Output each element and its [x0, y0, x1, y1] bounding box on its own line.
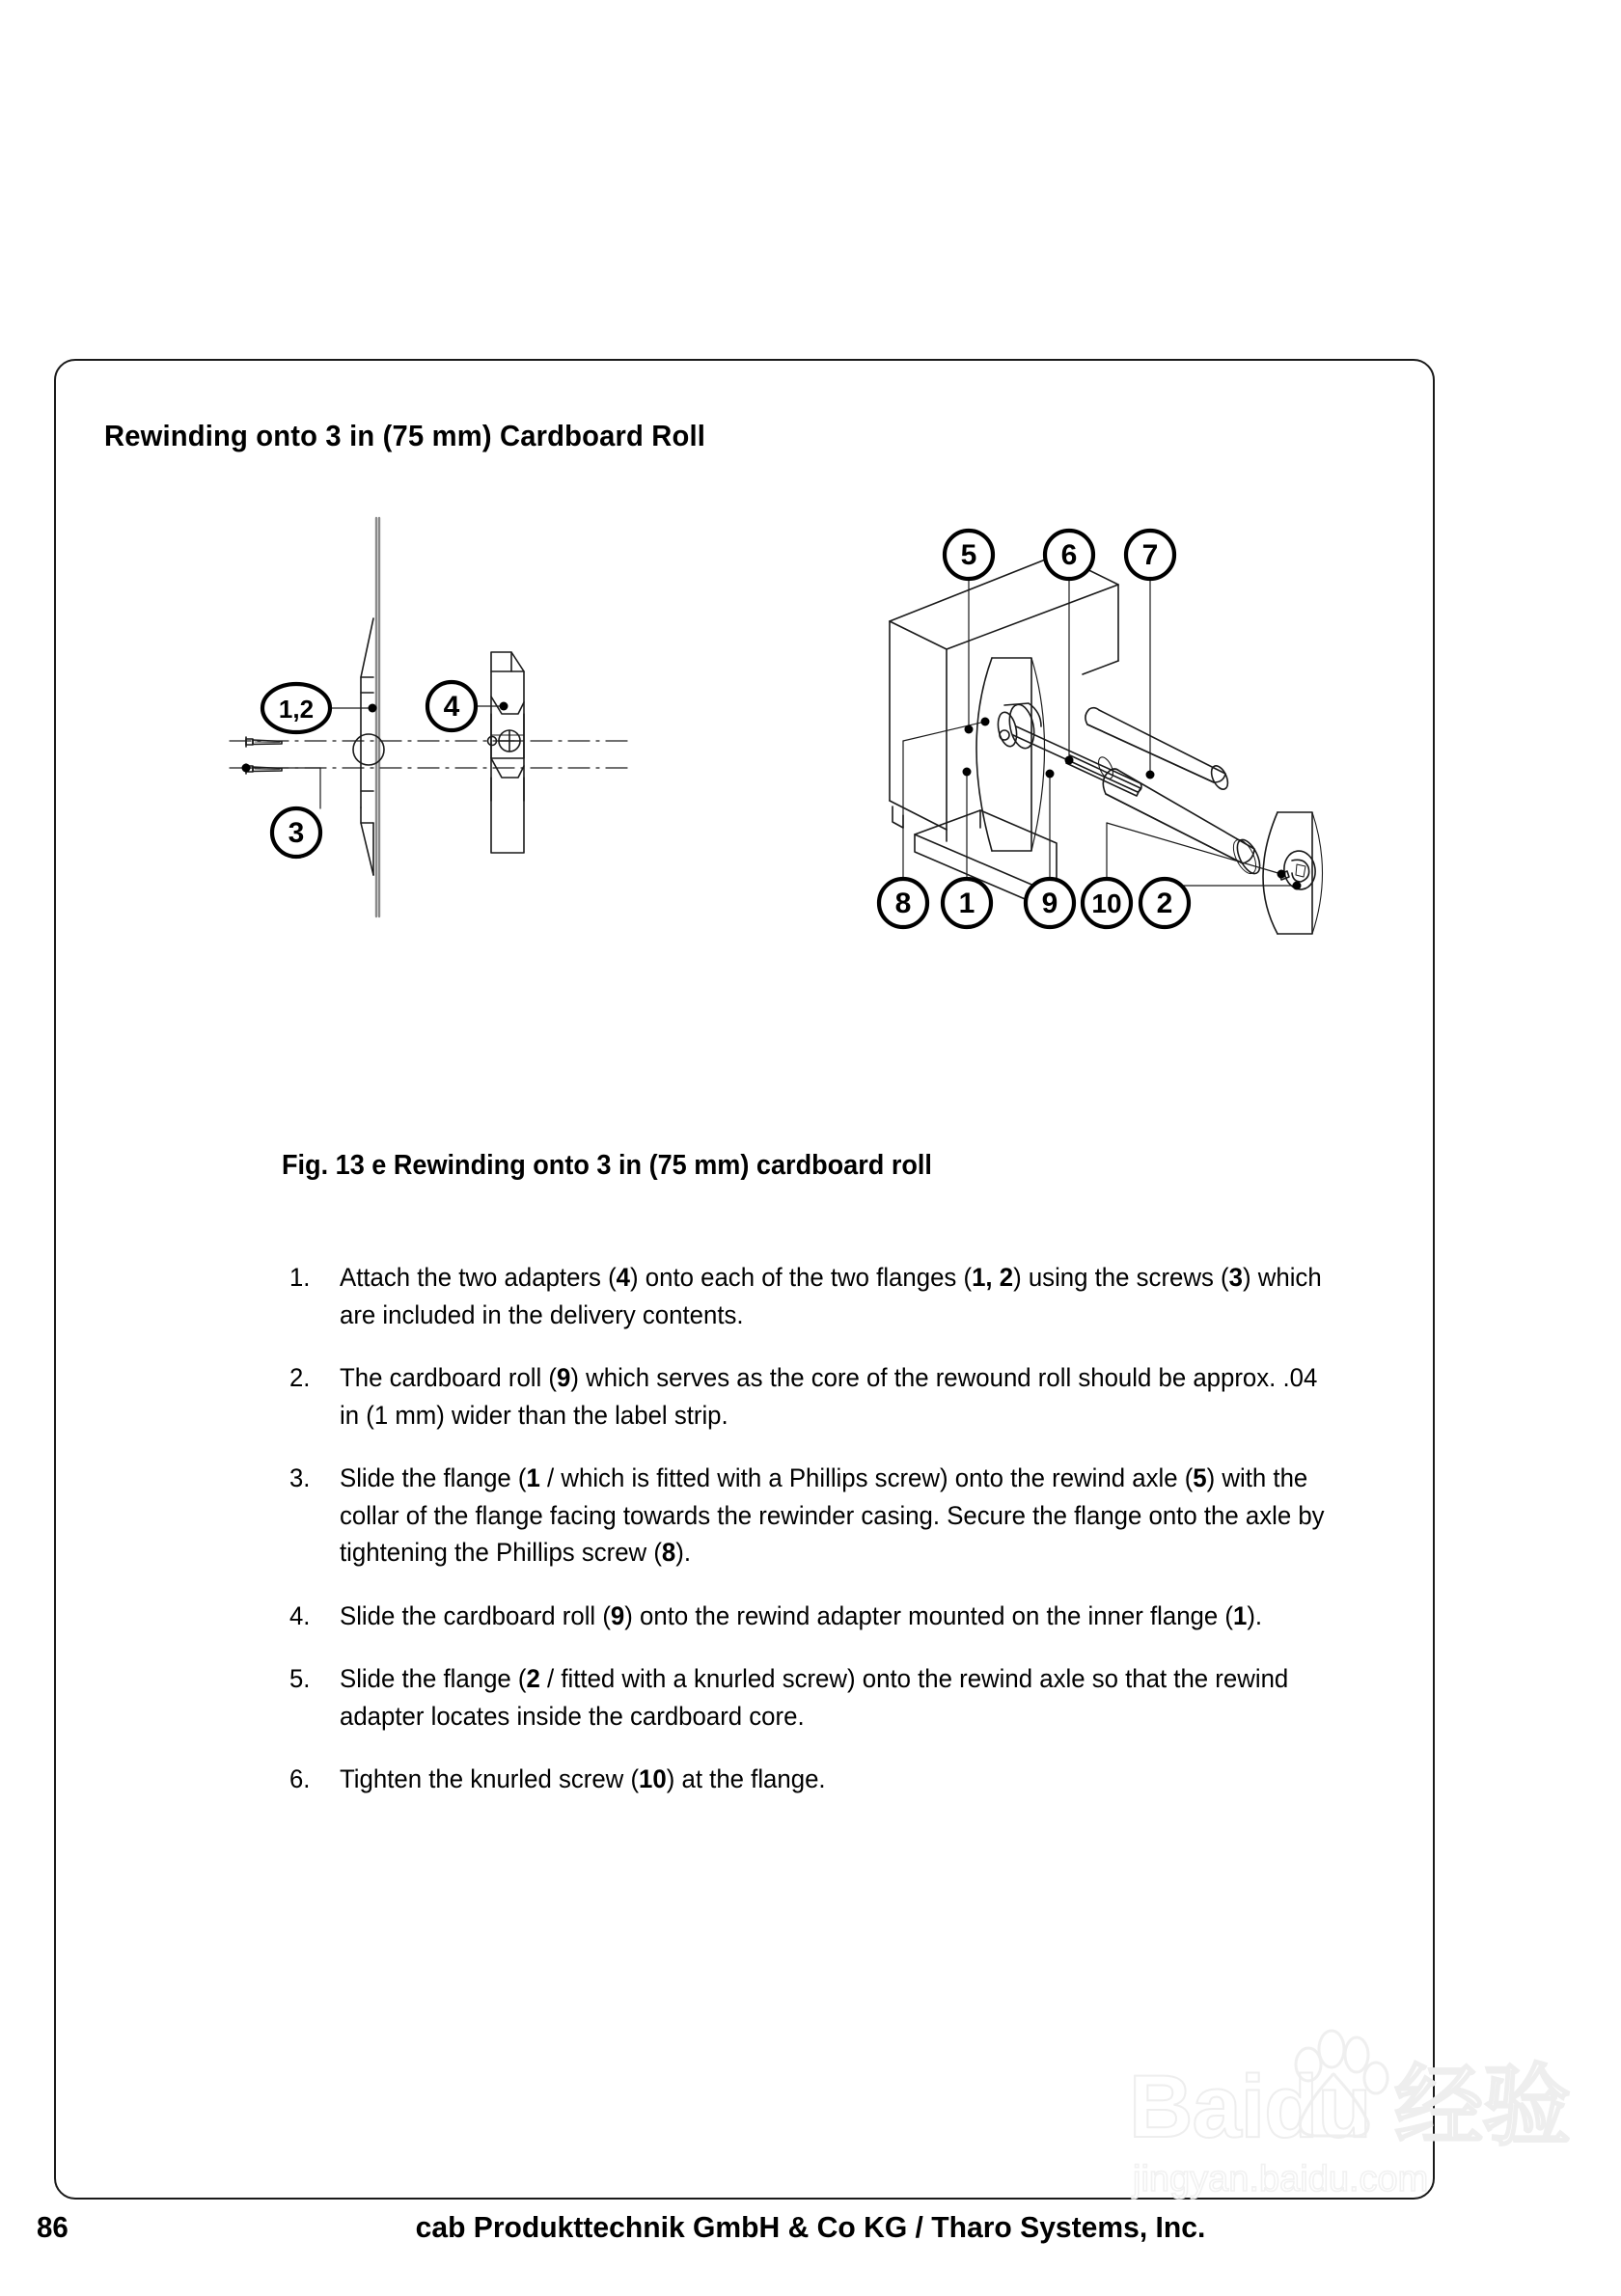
flange-disc	[353, 518, 384, 916]
callout-4	[427, 682, 476, 730]
center-axis-lines	[230, 741, 631, 768]
callout-1-2	[262, 684, 330, 732]
callout-8	[879, 879, 927, 927]
rewind-adapter	[488, 652, 525, 853]
footer-company-name: cab Produkttechnik GmbH & Co KG / Tharo Systems, Inc.	[415, 2210, 1206, 2244]
list-item-text: Slide the cardboard roll (9) onto the rewind adapter mounted on the inner flange (1).	[340, 1600, 1263, 1630]
list-item-text: Slide the flange (2 / fitted with a knurled screw) onto the rewind axle so that the rewind adapter locates inside the cardboard core.	[340, 1664, 1289, 1731]
list-item	[289, 1761, 1380, 1798]
list-item-text: Slide the flange (1 / which is fitted with a Phillips screw) onto the rewind axle (5) with the collar of the flange facing towards the rewinder casing. Secure the flange onto the axle by tightening the Phillips screw (8).	[340, 1463, 1325, 1567]
callout-1	[943, 879, 991, 927]
leader-dots	[242, 702, 1302, 890]
technical-diagram	[54, 482, 1435, 1138]
watermark-sub-text: jingyan.baidu.com	[1133, 2159, 1429, 2200]
list-item-text: Tighten the knurled screw (10) at the flange.	[340, 1764, 826, 1793]
callout-5	[945, 531, 993, 579]
callout-label: 8	[894, 888, 912, 919]
callout-label: 3	[288, 817, 305, 849]
list-item	[289, 1660, 1380, 1735]
list-item-number: 6.	[289, 1764, 311, 1793]
callout-7	[1126, 531, 1174, 579]
figure-caption: Fig. 13 e Rewinding onto 3 in (75 mm) cardboard roll	[282, 1150, 932, 1181]
page-number: 86	[37, 2210, 69, 2244]
mounting-screw-lower	[246, 764, 282, 774]
outer-flange	[1263, 812, 1323, 934]
list-item	[289, 1598, 1380, 1635]
list-item-number: 2.	[289, 1363, 311, 1392]
list-item-number: 1.	[289, 1263, 311, 1292]
watermark-main-text: Baidu 经验	[1129, 2058, 1571, 2156]
list-item	[289, 1359, 1380, 1434]
callout-label: 1,2	[278, 695, 315, 724]
callout-label: 4	[443, 691, 460, 723]
diagram-svg	[54, 482, 1435, 1138]
list-item-text: The cardboard roll (9) which serves as the core of the rewound roll should be approx. .04 in (1 mm) wider than the label strip.	[340, 1363, 1318, 1430]
flange-collar	[995, 702, 1041, 751]
callout-9	[1026, 879, 1074, 927]
list-item-number: 4.	[289, 1600, 311, 1630]
cardboard-roll	[1095, 755, 1264, 877]
leader-lines	[246, 579, 1297, 886]
upper-roll	[1085, 708, 1231, 792]
callout-3	[272, 808, 320, 857]
callout-label: 10	[1091, 888, 1122, 918]
callout-label: 6	[1060, 539, 1078, 571]
callout-2	[1140, 879, 1189, 927]
callout-6	[1045, 531, 1093, 579]
list-item	[289, 1460, 1380, 1572]
list-item-number: 3.	[289, 1463, 311, 1492]
callout-label: 9	[1041, 888, 1058, 919]
callout-label: 5	[960, 539, 977, 571]
callout-label: 2	[1156, 888, 1173, 919]
page-title: Rewinding onto 3 in (75 mm) Cardboard Roll	[104, 419, 706, 452]
callout-label: 7	[1141, 539, 1159, 571]
rewinder-casing	[890, 555, 1118, 922]
list-item-text: Attach the two adapters (4) onto each of the two flanges (1, 2) using the screws (3) which are included in the delivery contents.	[340, 1263, 1322, 1329]
mounting-screw-upper	[246, 737, 282, 747]
inner-flange	[976, 658, 1045, 851]
callout-label: 1	[958, 888, 975, 919]
instruction-list	[289, 1259, 1380, 1824]
list-item	[289, 1259, 1380, 1333]
callout-10	[1083, 879, 1131, 927]
list-item-number: 5.	[289, 1664, 311, 1693]
